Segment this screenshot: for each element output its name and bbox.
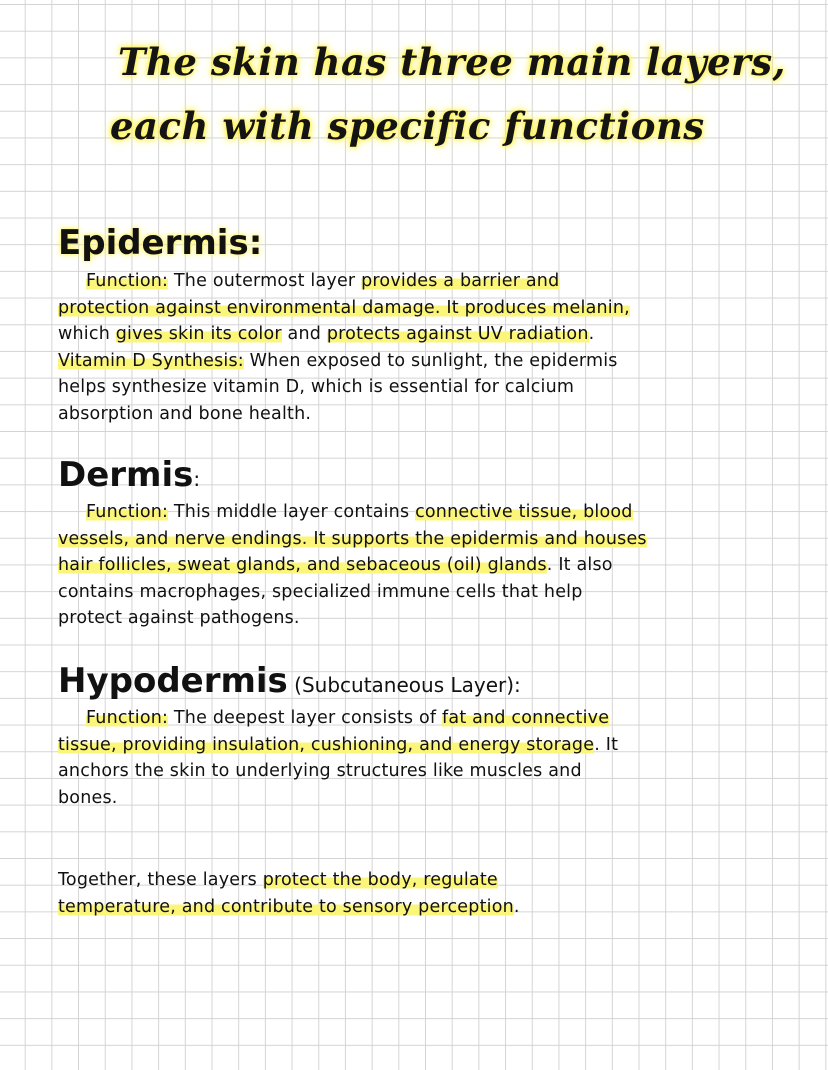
- text-run: protect against pathogens.: [58, 608, 300, 629]
- page-title-line-2: each with specific functions: [110, 104, 705, 148]
- text-run: The outermost layer: [168, 271, 362, 291]
- text-run: . It also: [546, 555, 613, 576]
- vitamin-d-label: Vitamin D Synthesis:: [58, 350, 244, 371]
- text-run: anchors the skin to underlying structures like muscles and: [58, 761, 582, 782]
- text-run: bones.: [58, 787, 118, 808]
- text-line: [58, 374, 773, 401]
- text-run: and: [281, 324, 327, 345]
- highlighted-text: protects against UV radiation: [326, 324, 589, 345]
- text-line: [58, 758, 773, 785]
- highlighted-text: connective tissue, blood: [415, 502, 633, 522]
- highlighted-text: gives skin its color: [115, 324, 282, 345]
- text-line: [58, 295, 773, 322]
- text-run: This middle layer contains: [168, 502, 416, 522]
- highlighted-text: hair follicles, sweat glands, and sebaceous (oil) glands: [58, 555, 547, 576]
- text-line: [58, 321, 773, 348]
- text-run: absorption and bone health.: [58, 403, 312, 424]
- function-label: Function:: [86, 271, 169, 291]
- epidermis-heading-colon: :: [248, 223, 263, 263]
- text-line: [58, 401, 773, 428]
- text-run: The deepest layer consists of: [168, 708, 443, 728]
- function-label: Function:: [86, 708, 169, 728]
- text-line: [58, 785, 773, 812]
- text-run: .: [513, 896, 520, 917]
- hypodermis-heading: [58, 661, 521, 701]
- hypodermis-heading-text: Hypodermis: [58, 661, 288, 701]
- text-run: Together, these layers: [58, 870, 263, 890]
- text-line: [58, 894, 773, 921]
- text-run: which: [58, 324, 116, 345]
- hypodermis-paragraph: [58, 705, 773, 811]
- highlighted-text: fat and connective: [442, 708, 610, 728]
- text-run: . It: [594, 734, 619, 755]
- text-line: [58, 867, 773, 894]
- text-line: [58, 268, 773, 295]
- dermis-heading: [58, 455, 201, 495]
- epidermis-heading-text: Epidermis: [58, 223, 249, 263]
- dermis-heading-colon: :: [193, 467, 201, 491]
- text-line: [58, 705, 773, 732]
- text-line: [58, 732, 773, 759]
- highlighted-text: vessels, and nerve endings. It supports the epidermis and houses: [58, 528, 647, 549]
- text-line: [58, 348, 773, 375]
- text-run: When exposed to sunlight, the epidermis: [243, 350, 618, 371]
- hypodermis-subheading: (Subcutaneous Layer):: [287, 673, 521, 697]
- text-line: [58, 605, 773, 632]
- highlighted-text: protect the body, regulate: [262, 870, 498, 890]
- epidermis-heading: [58, 223, 263, 263]
- highlighted-text: tissue, providing insulation, cushioning, and energy storage: [58, 734, 595, 755]
- highlighted-text: protection against environmental damage. It produces melanin,: [58, 297, 630, 318]
- dermis-paragraph: [58, 499, 773, 632]
- dermis-heading-text: Dermis: [58, 455, 194, 495]
- text-run: contains macrophages, specialized immune cells that help: [58, 581, 583, 602]
- page-title-line-1: The skin has three main layers,: [118, 40, 786, 84]
- text-run: helps synthesize vitamin D, which is essential for calcium: [58, 377, 575, 398]
- highlighted-text: temperature, and contribute to sensory perception: [58, 896, 514, 917]
- epidermis-paragraph: [58, 268, 773, 428]
- text-run: .: [588, 324, 595, 345]
- function-label: Function:: [86, 502, 169, 522]
- text-line: [58, 526, 773, 553]
- text-line: [58, 499, 773, 526]
- text-line: [58, 552, 773, 579]
- text-line: [58, 579, 773, 606]
- highlighted-text: provides a barrier and: [361, 271, 560, 291]
- summary-paragraph: [58, 867, 773, 920]
